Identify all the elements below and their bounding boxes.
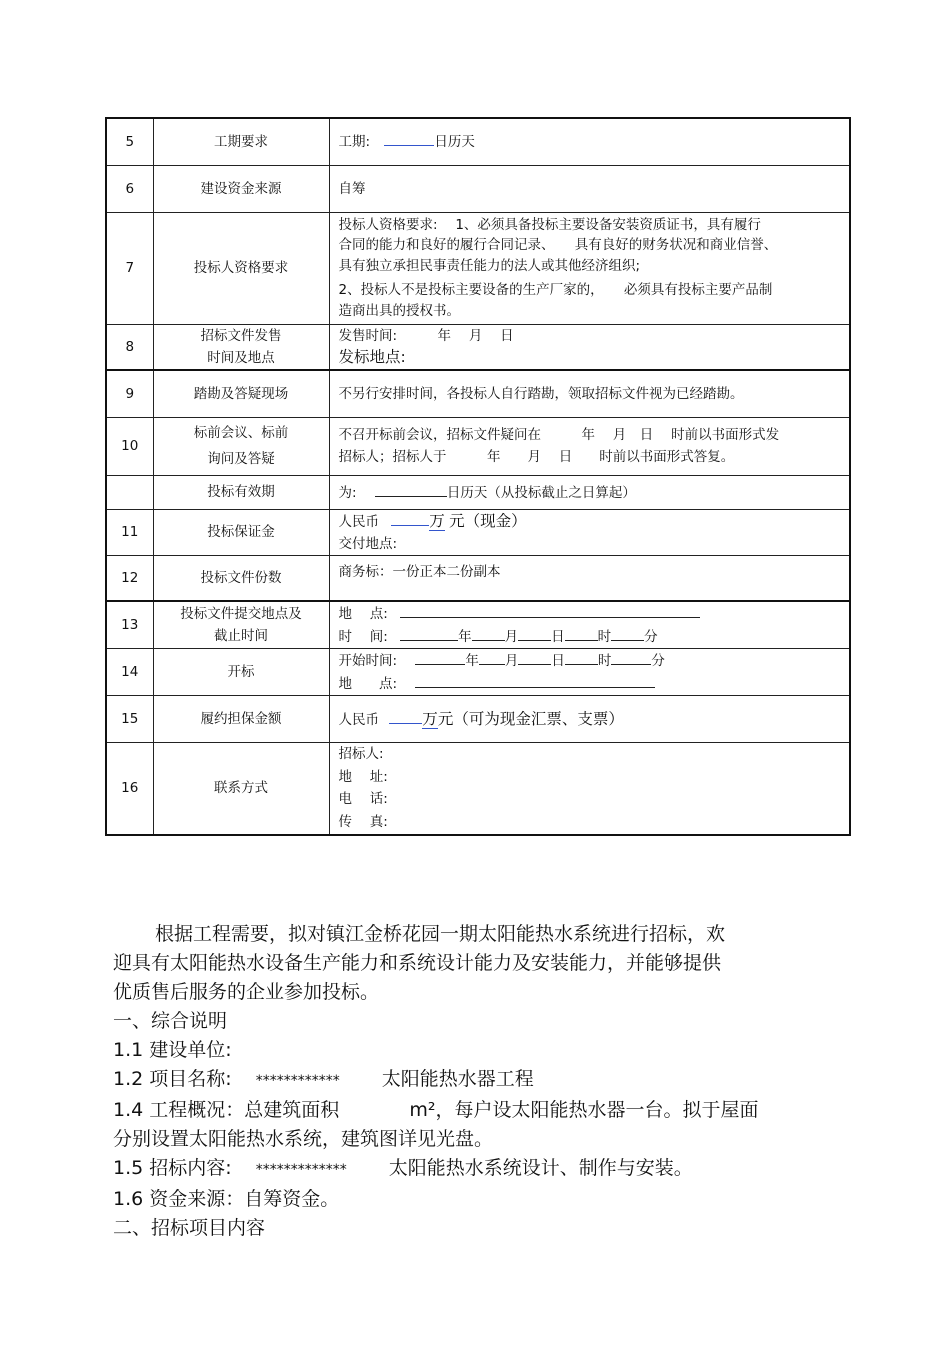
unit: 万: [422, 709, 438, 728]
blank-line: [518, 625, 551, 641]
paragraph: 优质售后服务的企业参加投标。: [113, 981, 380, 1003]
paragraph: 1.6 资金来源：自筹资金。: [113, 1188, 340, 1210]
row-number: 16: [106, 743, 153, 835]
paragraph: 1.1 建设单位:: [113, 1039, 232, 1061]
paragraph: 1.2 项目名称: ************ 太阳能热水器工程: [113, 1068, 534, 1090]
row-item: 踏勘及答疑现场: [153, 370, 329, 417]
paragraph: 分别设置太阳能热水系统，建筑图详见光盘。: [113, 1128, 494, 1150]
row-item: [153, 417, 329, 475]
text-line: 电 话:: [338, 791, 388, 808]
suffix: 元（可为现金汇票、支票）: [437, 709, 624, 728]
row-content: [329, 324, 850, 370]
table-row: [106, 475, 850, 509]
row-content: 自筹: [329, 165, 850, 212]
table-row: [106, 370, 850, 417]
row-item: 投标有效期: [153, 475, 329, 509]
unit: 时: [597, 629, 612, 645]
row-content: [329, 509, 850, 555]
row-number: 6: [106, 165, 153, 212]
text-line: 招标人:: [338, 746, 384, 763]
paragraph: 1.4 工程概况：总建筑面积 m²，每户设太阳能热水器一台。拟于屋面: [113, 1099, 759, 1121]
table-row: [106, 324, 850, 370]
row-item: 投标文件份数: [153, 555, 329, 601]
table-row: [106, 509, 850, 555]
table-row: [106, 417, 850, 475]
row-number: 12: [106, 555, 153, 601]
row-content: [329, 649, 850, 696]
unit: 月: [504, 629, 519, 645]
table-row: [106, 165, 850, 212]
label: 时 间:: [338, 629, 388, 645]
blank-line: [384, 130, 434, 146]
text-line: 投标人资格要求: 1、必须具备投标主要设备安装资质证书，具有履行: [338, 216, 761, 233]
table-row: [106, 649, 850, 696]
unit: 分: [644, 629, 658, 645]
text-line: 造商出具的授权书。: [338, 302, 460, 319]
paragraph: 1.5 招标内容: ************* 太阳能热水系统设计、制作与安装。: [113, 1157, 693, 1179]
unit: 分: [651, 653, 665, 669]
row-item: [153, 324, 329, 370]
row-item: 投标保证金: [153, 509, 329, 555]
item-line: 截止时间: [214, 628, 268, 644]
unit: 日: [551, 653, 565, 669]
unit: 时: [597, 653, 612, 669]
row-number: 10: [106, 417, 153, 475]
row-item: 履约担保金额: [153, 696, 329, 743]
row-number: 7: [106, 212, 153, 324]
text-line: 发售时间: 年 月 日: [338, 327, 514, 344]
text-line: 传 真:: [338, 813, 388, 830]
tender-info-table: [105, 117, 851, 836]
section-heading: 一、综合说明: [113, 1010, 228, 1032]
suffix: 日历天（从投标截止之日算起）: [446, 484, 636, 501]
suffix: 元（现金）: [449, 511, 527, 530]
item-line: 招标文件发售: [200, 327, 282, 344]
row-number: 8: [106, 324, 153, 370]
unit: 月: [504, 653, 519, 669]
row-number: 11: [106, 509, 153, 555]
table-row: [106, 601, 850, 649]
blank-line: [611, 649, 651, 665]
label: 为:: [338, 484, 357, 501]
row-content: [329, 696, 850, 743]
row-number: 5: [106, 118, 153, 165]
item-line: 时间及地点: [207, 349, 275, 366]
row-item: 开标: [153, 649, 329, 696]
item-line: 标前会议、标前: [193, 425, 289, 441]
row-content: [329, 417, 850, 475]
text-line: 招标人；招标人于 年 月 日 时前以书面形式答复。: [338, 449, 735, 465]
row-content: 商务标：一份正本二份副本: [329, 555, 850, 601]
unit: 年: [458, 629, 472, 645]
text-line: 交付地点:: [338, 535, 398, 552]
body-text: [113, 920, 833, 1243]
item-line: 询问及答疑: [207, 451, 275, 467]
unit: 年: [465, 653, 479, 669]
unit: 万: [429, 511, 445, 530]
row-content: 不另行安排时间，各投标人自行踏勘，领取招标文件视为已经踏勘。: [329, 370, 850, 417]
blank-line: [611, 625, 644, 641]
row-number: 15: [106, 696, 153, 743]
row-number: 13: [106, 601, 153, 649]
row-number: 9: [106, 370, 153, 417]
table-row: [106, 696, 850, 743]
text-line: 地 址:: [338, 768, 388, 785]
row-content: [329, 212, 850, 324]
label: 工期:: [338, 134, 371, 151]
row-number: [106, 475, 153, 509]
paragraph: 根据工程需要，拟对镇江金桥花园一期太阳能热水系统进行招标，欢: [155, 923, 726, 945]
table-row: [106, 212, 850, 324]
blank-line: [472, 625, 505, 641]
blank-line: [389, 708, 422, 724]
row-number: 14: [106, 649, 153, 696]
blank-line: [415, 649, 465, 665]
item-line: 投标文件提交地点及: [180, 606, 302, 622]
row-content: [329, 601, 850, 649]
text-line: 发标地点:: [338, 347, 406, 366]
label: 人民币: [338, 711, 379, 728]
label: 地 点:: [338, 606, 388, 622]
section-heading: 二、招标项目内容: [113, 1217, 266, 1239]
label: 地 点:: [338, 676, 398, 692]
text-line: 合同的能力和良好的履行合同记录、 具有良好的财务状况和商业信誉、: [338, 237, 778, 254]
row-item: 建设资金来源: [153, 165, 329, 212]
blank-line: [565, 649, 598, 665]
blank-line: [565, 625, 598, 641]
table-row: [106, 555, 850, 601]
text-line: 具有独立承担民事责任能力的法人或其他经济组织;: [338, 257, 641, 274]
row-content: [329, 118, 850, 165]
paragraph: 迎具有太阳能热水设备生产能力和系统设计能力及安装能力，并能够提供: [113, 952, 722, 974]
blank-line: [375, 481, 447, 497]
label: 开始时间:: [338, 653, 398, 669]
blank-line: [415, 672, 655, 688]
blank-line: [391, 510, 429, 526]
table-row: [106, 743, 850, 835]
text-line: 2、投标人不是投标主要设备的生产厂家的， 必须具有投标主要产品制: [338, 282, 773, 299]
row-content: [329, 743, 850, 835]
blank-line: [479, 649, 505, 665]
blank-line: [518, 649, 551, 665]
row-item: 工期要求: [153, 118, 329, 165]
label: 人民币: [338, 513, 379, 530]
row-item: 联系方式: [153, 743, 329, 835]
text-line: 不召开标前会议，招标文件疑问在 年 月 日 时前以书面形式发: [338, 427, 780, 443]
blank-line: [400, 625, 458, 641]
row-content: [329, 475, 850, 509]
blank-line: [400, 602, 700, 618]
unit: 日: [551, 629, 565, 645]
row-item: 投标人资格要求: [153, 212, 329, 324]
table-row: [106, 118, 850, 165]
suffix: 日历天: [434, 134, 475, 151]
row-item: [153, 601, 329, 649]
